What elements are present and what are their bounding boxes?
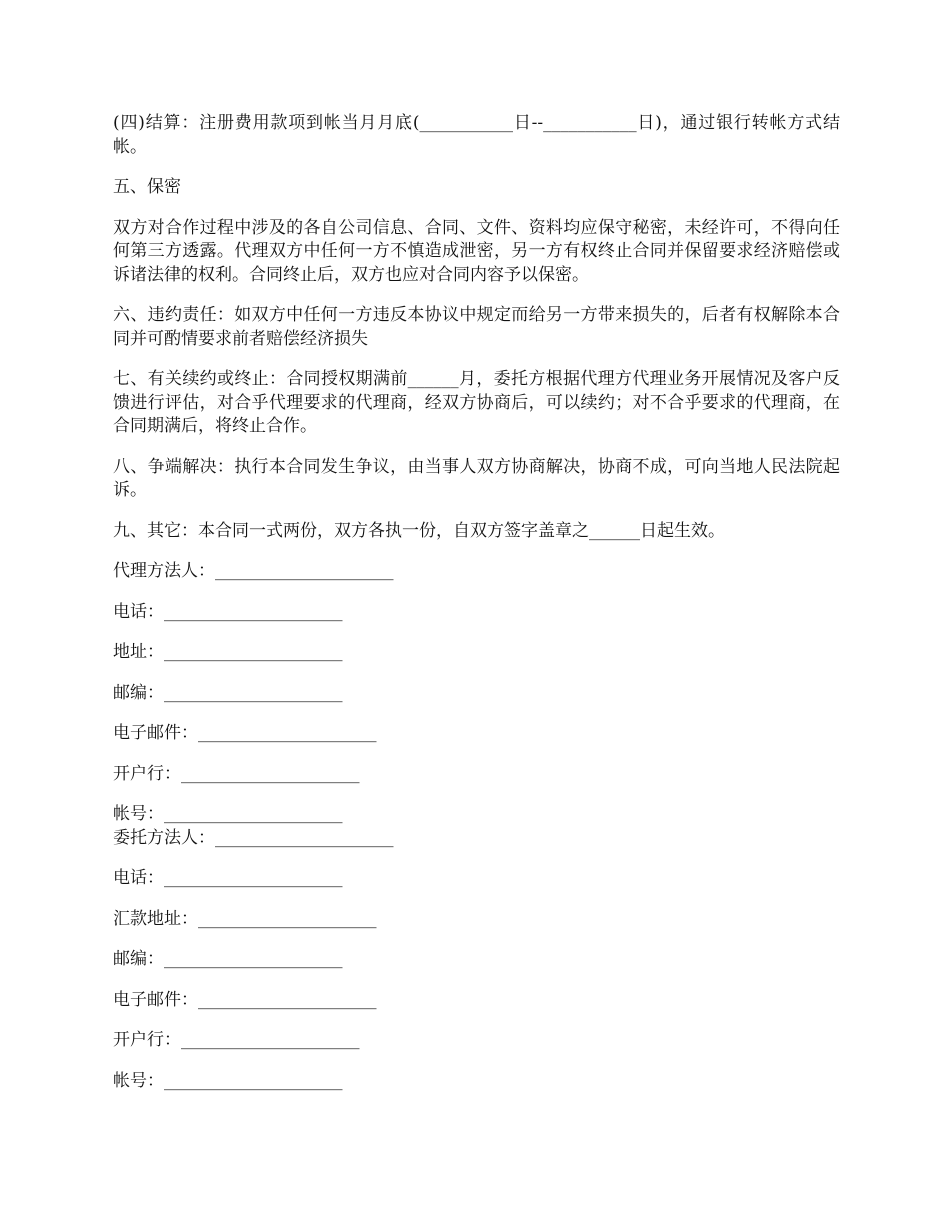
principal-account-field: 帐号：_____________________ [113,1070,343,1091]
confidentiality-heading: 五、保密 [113,177,181,197]
other-clause: 九、其它：本合同一式两份，双方各执一份，自双方签字盖章之______日起生效。 [113,520,725,541]
agent-address-field: 地址：_____________________ [113,642,343,662]
principal-postcode-field: 邮编：_____________________ [113,949,343,969]
breach-clause: 六、违约责任：如双方中任何一方违反本协议中规定而给另一方带来损失的，后者有权解除本合同并可酌情要求前者赔偿经济损失 [113,305,840,349]
agent-account-field: 帐号：_____________________ [113,804,343,824]
principal-signature-block [113,827,840,1094]
agent-postcode-field: 邮编：_____________________ [113,682,343,703]
confidentiality-clause: 双方对合作过程中涉及的各自公司信息、合同、文件、资料均应保守秘密，未经许可，不得向任何第三方透露。代理双方中任何一方不慎造成泄密，另一方有权终止合同并保留要求经济赔偿或诉诸法律的权利。合同终止后，双方也应对合同内容予以保密。 [113,217,840,285]
principal-bank-field: 开户行：_____________________ [113,1030,360,1050]
principal-legal-person-field: 委托方法人：_____________________ [113,827,394,848]
principal-remit-address-field: 汇款地址：_____________________ [113,908,377,929]
agent-phone-field: 电话：_____________________ [113,601,343,622]
renewal-clause: 七、有关续约或终止：合同授权期满前______月，委托方根据代理方代理业务开展情况及客户反馈进行评估，对合乎代理要求的代理商，经双方协商后，可以续约；对不合乎要求的代理商，在合同期满后，将终止合作。 [113,369,840,436]
contract-page [113,112,840,1093]
principal-email-field: 电子邮件：_____________________ [113,989,377,1010]
agent-legal-person-field: 代理方法人：_____________________ [113,561,394,581]
agent-email-field: 电子邮件：_____________________ [113,723,377,743]
agent-bank-field: 开户行：_____________________ [113,763,360,784]
agent-signature-block [113,560,840,827]
settlement-clause: (四)结算：注册费用款项到帐当月月底(___________日--___________日)，通过银行转帐方式结帐。 [113,113,840,157]
dispute-clause: 八、争端解决：执行本合同发生争议，由当事人双方协商解决，协商不成，可向当地人民法院起诉。 [113,456,840,500]
principal-phone-field: 电话：_____________________ [113,868,343,888]
